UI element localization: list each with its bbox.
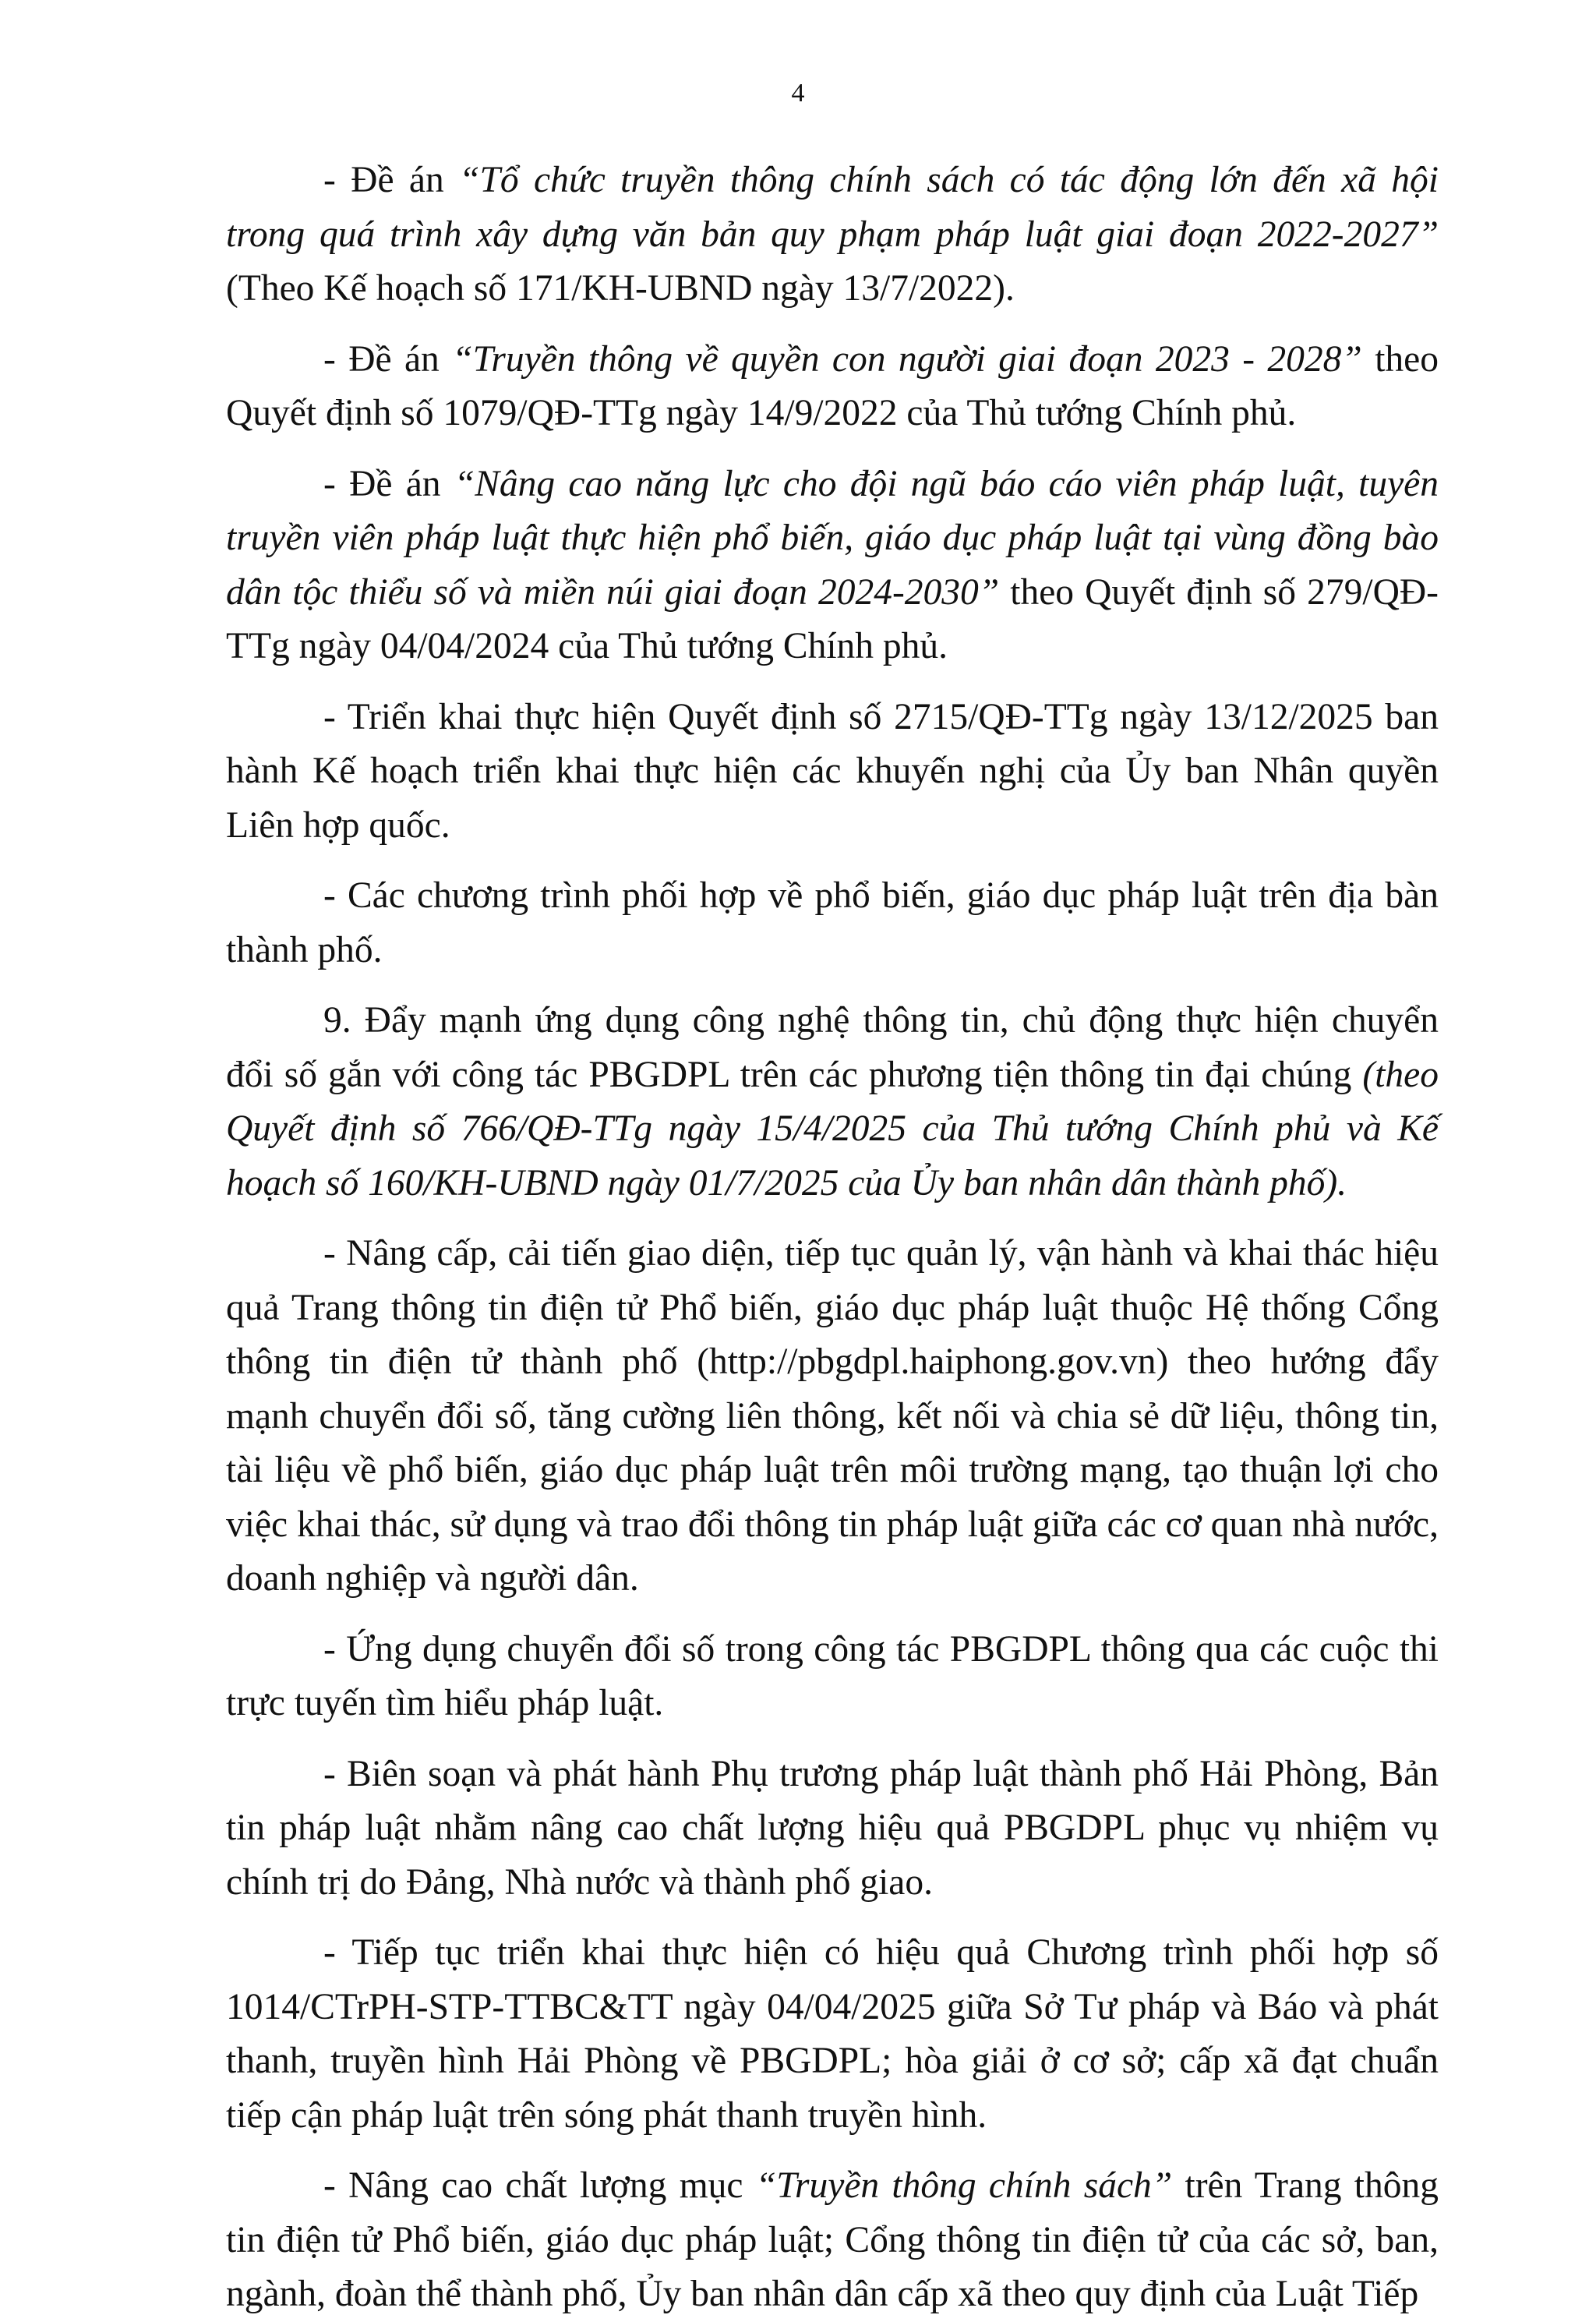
paragraph: [226, 1227, 1439, 1606]
paragraph: [226, 869, 1439, 977]
text-run: - Đề án: [323, 463, 454, 504]
paragraph: [226, 1623, 1439, 1731]
document-body: [226, 154, 1439, 2322]
text-run: theo Quyết định số 1079/QĐ-TTg ngày 14/9/2022 của Thủ tướng Chính phủ.: [226, 338, 1439, 433]
page-number: 4: [791, 79, 805, 108]
text-run: - Các chương trình phối hợp về phổ biến, giáo dục pháp luật trên địa bàn thành phố.: [226, 875, 1439, 970]
text-run: - Nâng cao chất lượng mục: [323, 2165, 756, 2206]
paragraph: [226, 994, 1439, 1210]
text-run: - Biên soạn và phát hành Phụ trương pháp luật thành phố Hải Phòng, Bản tin pháp luật nhằm nâng cao chất lượng hiệu quả PBGDPL phục vụ nhiệm vụ chính trị do Đảng, Nhà nước và thành phố giao.: [226, 1753, 1439, 1903]
text-run: - Ứng dụng chuyển đổi số trong công tác PBGDPL thông qua các cuộc thi trực tuyến tìm hiểu pháp luật.: [226, 1628, 1439, 1723]
text-run: theo Quyết định số 279/QĐ-TTg ngày 04/04/2024 của Thủ tướng Chính phủ.: [226, 571, 1439, 666]
text-run: trên Trang thông tin điện tử Phổ biến, giáo dục pháp luật; Cổng thông tin điện tử của các sở, ban, ngành, đoàn thể thành phố, Ủy ban nhân dân cấp xã theo quy định của Luật Tiếp: [226, 2165, 1439, 2314]
text-run: - Đề án: [323, 338, 453, 380]
paragraph: [226, 691, 1439, 854]
paragraph: [226, 2159, 1439, 2322]
text-run: - Đề án: [323, 160, 460, 200]
paragraph: [226, 458, 1439, 674]
italic-text-run: (theo Quyết định số 766/QĐ-TTg ngày 15/4/2025 của Thủ tướng Chính phủ và Kế hoạch số 160/KH-UBND ngày 01/7/2025 của Ủy ban nhân dân thành phố).: [226, 1054, 1439, 1203]
italic-text-run: “Truyền thông về quyền con người giai đoạn 2023 - 2028”: [452, 338, 1362, 380]
text-run: - Nâng cấp, cải tiến giao diện, tiếp tục quản lý, vận hành và khai thác hiệu quả Trang thông tin điện tử Phổ biến, giáo dục pháp luật thuộc Hệ thống Cổng thông tin điện tử thành phố (http://pbgdpl.haiphong.gov.vn) theo hướng đẩy mạnh chuyển đổi số, tăng cường liên thông, kết nối và chia sẻ dữ liệu, thông tin, tài liệu về phổ biến, giáo dục pháp luật trên môi trường mạng, tạo thuận lợi cho việc khai thác, sử dụng và trao đổi thông tin pháp luật giữa các cơ quan nhà nước, doanh nghiệp và người dân.: [226, 1233, 1439, 1599]
italic-text-run: “Tổ chức truyền thông chính sách có tác động lớn đến xã hội trong quá trình xây dựng văn bản quy phạm pháp luật giai đoạn 2022-2027”: [226, 160, 1439, 255]
text-run: - Triển khai thực hiện Quyết định số 2715/QĐ-TTg ngày 13/12/2025 ban hành Kế hoạch triển khai thực hiện các khuyến nghị của Ủy ban Nhân quyền Liên hợp quốc.: [226, 696, 1439, 846]
italic-text-run: “Truyền thông chính sách”: [755, 2165, 1173, 2206]
paragraph: [226, 333, 1439, 441]
text-run: - Tiếp tục triển khai thực hiện có hiệu quả Chương trình phối hợp số 1014/CTrPH-STP-TTBC&TT ngày 04/04/2025 giữa Sở Tư pháp và Báo và phát thanh, truyền hình Hải Phòng về PBGDPL; hòa giải ở cơ sở; cấp xã đạt chuẩn tiếp cận pháp luật trên sóng phát thanh truyền hình.: [226, 1932, 1439, 2136]
text-run: (Theo Kế hoạch số 171/KH-UBND ngày 13/7/2022).: [226, 268, 1015, 309]
text-run: 9. Đẩy mạnh ứng dụng công nghệ thông tin, chủ động thực hiện chuyển đổi số gắn với công tác PBGDPL trên các phương tiện thông tin đại chúng: [226, 1000, 1439, 1095]
paragraph: [226, 1748, 1439, 1910]
paragraph: [226, 1926, 1439, 2143]
paragraph: [226, 154, 1439, 316]
italic-text-run: “Nâng cao năng lực cho đội ngũ báo cáo viên pháp luật, tuyên truyền viên pháp luật thực hiện phổ biến, giáo dục pháp luật tại vùng đồng bào dân tộc thiểu số và miền núi giai đoạn 2024-2030”: [226, 463, 1439, 613]
